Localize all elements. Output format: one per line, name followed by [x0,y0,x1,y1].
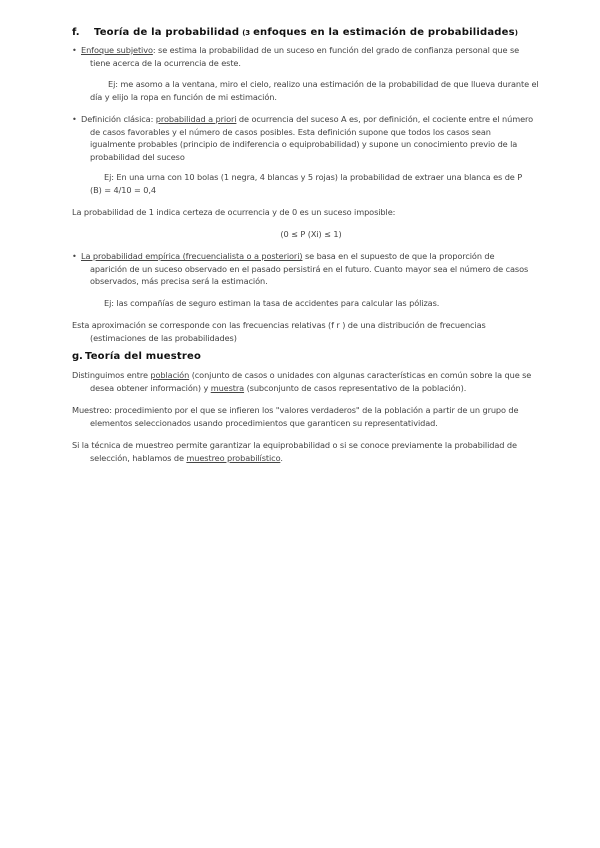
empirica-text3: observados, más precisa será la estimación. [90,276,268,286]
empirica-example: Ej: las compañías de seguro estiman la tasa de accidentes para calcular las pólizas. [104,297,440,308]
section-f-letter: f. [72,27,80,38]
tecnica-pre: selección, hablamos de [90,452,187,463]
tecnica-end: . [280,452,283,463]
aproximacion-line1: Esta aproximación se corresponde con las frecuencias relativas (f r ) de una distribución de frecuencias [72,320,486,330]
bullet-subjetivo [72,44,550,69]
distinguimos-end: (subconjunto de casos representativo de la población). [244,382,467,393]
empirica-text1: se basa en el supuesto de que la proporción de [302,251,495,261]
subjetivo-example [90,78,550,103]
clasica-text1: de ocurrencia del suceso A es, por definición, el cociente entre el número [236,114,534,124]
document-page [72,26,550,464]
muestreo-line1: Muestreo: procedimiento por el que se infieren los "valores verdaderos" de la población a partir de un grupo de [72,405,519,415]
section-f-heading [72,26,550,40]
clasica-link: probabilidad a priori [155,114,237,124]
section-f-title: Teoría de la probabilidad [94,27,240,38]
section-f-title2: enfoques en la estimación de probabilidades [253,27,515,38]
certeza-text: La probabilidad de 1 indica certeza de ocurrencia y de 0 es un suceso imposible: [72,207,396,217]
muestreo-line2: elementos seleccionados usando procedimientos que garanticen su representatividad. [90,417,438,428]
probability-formula: (0 ≤ P (Xi) ≤ 1) [280,228,342,239]
distinguimos-mid2: desea obtener información) y [90,382,211,393]
distinguimos-line2 [72,382,550,395]
tecnica-line2 [72,452,550,465]
clasica-ej2: (B) = 4/10 = 0,4 [90,184,156,195]
aproximacion-line2: (estimaciones de las probabilidades) [90,332,237,343]
clasica-ej1: Ej: En una urna con 10 bolas (1 negra, 4 blancas y 5 rojas) la probabilidad de extraer una blanca es de P [104,172,523,182]
tecnica-line1: Si la técnica de muestreo permite garantizar la equiprobabilidad o si se conoce previamente la probabilidad de [72,440,517,450]
section-g-heading [72,350,550,364]
section-f-sub-open: (3 [242,29,251,37]
subjetivo-link: Enfoque subjetivo [81,45,153,55]
muestreo-text [72,404,550,429]
empirica-link: La probabilidad empírica (frecuencialista o a posteriori) [81,251,303,261]
subjetivo-ej1: Ej: me asomo a la ventana, miro el cielo, realizo una estimación de la probabilidad de que llueva durante el [108,79,539,89]
clasica-pre: Definición clásica: [81,114,156,124]
section-g-letter: g. [72,351,83,362]
tecnica-text [72,439,550,464]
section-f-close: ) [514,29,518,37]
distinguimos-text [72,369,550,394]
muestreo-probabilistico-link: muestreo probabilístico [186,452,281,463]
clasica-text2: de casos favorables y el número de casos posibles. Esta definición supone que todos los casos sean [90,126,491,137]
clasica-text4: probabilidad del suceso [90,151,185,162]
subjetivo-text1: : se estima la probabilidad de un suceso en función del grado de confianza personal que se [152,45,520,55]
bullet-clasica [72,113,550,163]
muestra-link: muestra [210,382,245,393]
subjetivo-text2: tiene acerca de la ocurrencia de este. [90,57,241,68]
poblacion-link: población [150,370,190,380]
aproximacion-text [72,319,550,344]
clasica-text3: igualmente probables (principio de indiferencia o equiprobabilidad) y supone un conocimiento previo de la [90,139,518,149]
empirica-text2: aparición de un suceso observado en el pasado persistirá en el futuro. Cuanto mayor sea el número de casos [90,263,529,274]
bullet-empirica [72,250,550,288]
distinguimos-mid1: (conjunto de casos o unidades con algunas características en común sobre la que se [189,370,532,380]
clasica-example [90,171,550,196]
distinguimos-pre: Distinguimos entre [72,370,151,380]
subjetivo-ej2: día y elijo la ropa en función de mi estimación. [90,91,277,102]
section-g-title: Teoría del muestreo [85,351,202,362]
